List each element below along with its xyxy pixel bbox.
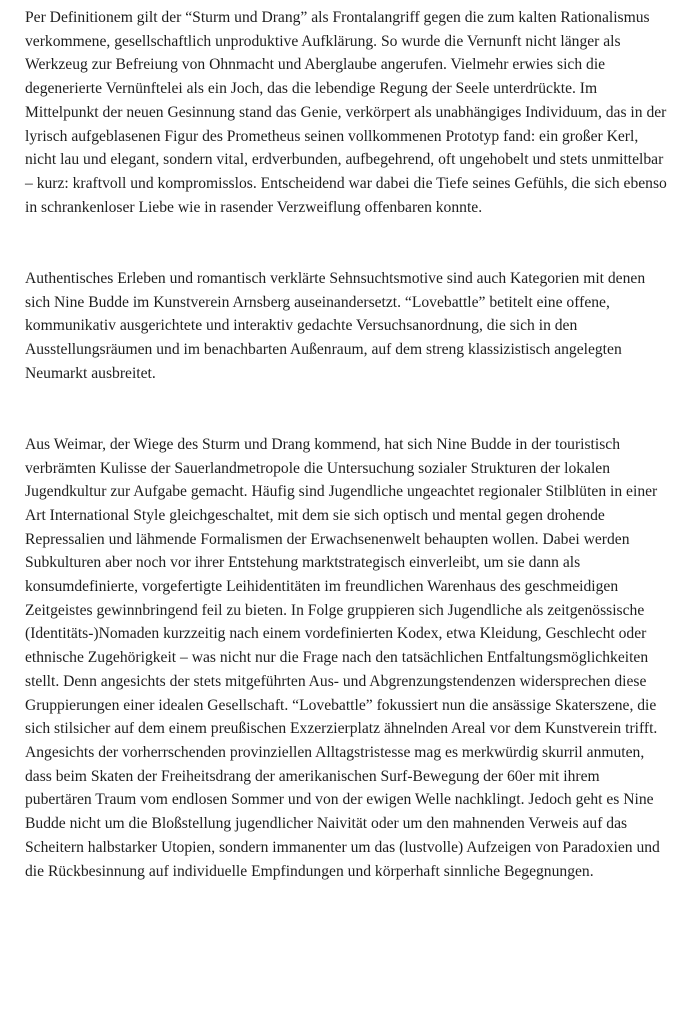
paragraph-sturm-und-drang: Per Definitionem gilt der “Sturm und Drang” als Frontalangriff gegen die zum kalten Rationalismus verkommene, gesellschaftlich unproduktive Aufklärung. So wurde die Vernunft nicht länger als Werkzeug zur Befreiung von Ohnmacht und Aberglaube angerufen. Vielmehr erwies sich die degenerierte Vernünftelei als ein Joch, das die lebendige Regung der Seele unterdrückte. Im Mittelpunkt der neuen Gesinnung stand das Genie, verkörpert als unabhängiges Individuum, das in der lyrisch aufgeblasenen Figur des Prometheus seinen vollkommenen Prototyp fand: ein großer Kerl, nicht lau und elegant, sondern vital, erdverbunden, aufbegehrend, oft ungehobelt und stets unmittelbar – kurz: kraftvoll und kompromisslos. Entscheidend war dabei die Tiefe seines Gefühls, die sich ebenso in schrankenloser Liebe wie in rasender Verzweiflung offenbaren konnte. — [25, 9, 667, 216]
paragraph-jugendkultur: Aus Weimar, der Wiege des Sturm und Drang kommend, hat sich Nine Budde in der touristisch verbrämten Kulisse der Sauerlandmetropole die Untersuchung sozialer Strukturen der lokalen Jugendkultur zur Aufgabe gemacht. Häufig sind Jugendliche ungeachtet regionaler Stilblüten in einer Art International Style gleichgeschaltet, mit dem sie sich optisch und mental gegen drohende Repressalien und lähmende Formalismen der Erwachsenenwelt behaupten wollen. Dabei werden Subkulturen aber noch vor ihrer Entstehung marktstrategisch einverleibt, um sie dann als konsumdefinierte, vorgefertigte Leihidentitäten im freundlichen Warenhaus des geschmeidigen Zeitgeistes gewinnbringend feil zu bieten. In Folge gruppieren sich Jugendliche als zeitgenössische (Identitäts-)Nomaden kurzzeitig nach einem vordefinierten Kodex, etwa Kleidung, Geschlecht oder ethnische Zugehörigkeit – was nicht nur die Frage nach den tatsächlichen Entfaltungsmöglichkeiten stellt. Denn angesichts der stets mitgeführten Aus- und Abgrenzungstendenzen widersprechen diese Gruppierungen einer idealen Gesellschaft. “Lovebattle” fokussiert nun die ansässige Skaterszene, die sich stilsicher auf dem einem preußischen Exzerzierplatz ähnelnden Areal vor dem Kunstverein trifft. Angesichts der vorherrschenden provinziellen Alltagstristesse mag es merkwürdig skurril anmuten, dass beim Skaten der Freiheitsdrang der amerikanischen Surf-Bewegung der 60er mit ihrem pubertären Traum vom endlosen Sommer und von der ewigen Welle nachklingt. Jedoch geht es Nine Budde nicht um die Bloßstellung jugendlicher Naivität oder um den mahnenden Verweis auf das Scheitern halbstarker Utopien, sondern immanenter um das (lustvolle) Aufzeigen von Paradoxien und die Rückbesinnung auf individuelle Empfindungen und körperhaft sinnliche Begegnungen. — [25, 435, 660, 880]
paragraph-lovebattle-intro: Authentisches Erleben und romantisch verklärte Sehnsuchtsmotive sind auch Kategorien mit denen sich Nine Budde im Kunstverein Arnsberg auseinandersetzt. “Lovebattle” betitelt eine offene, kommunikativ ausgerichtete und interaktiv gedachte Versuchsanordnung, die sich in den Ausstellungsräumen und im benachbarten Außenraum, auf dem streng klassizistisch angelegten Neumarkt ausbreitet. — [25, 269, 646, 382]
article-body — [25, 6, 670, 883]
